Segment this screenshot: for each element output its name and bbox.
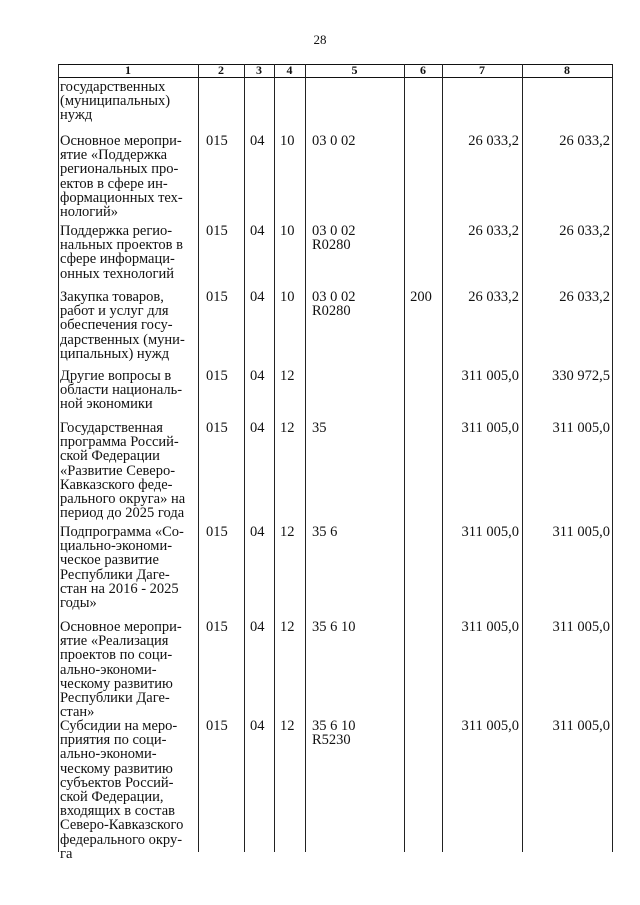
row-section: 04 (250, 368, 265, 384)
row-name: Государственная программа Россий- ской Федерации «Развитие Северо- Кавказского феде- рального округа» на период до 2025 года (60, 420, 186, 522)
row-ministry-code: 015 (206, 619, 228, 635)
column-header-7: 7 (479, 63, 485, 77)
column-border (522, 64, 523, 852)
row-amount-col8: 26 033,2 (559, 289, 610, 305)
row-name: государственных (муниципальных) нужд (60, 79, 171, 124)
row-name: Закупка товаров, работ и услуг для обеспечения госу- дарственных (муни- ципальных) нужд (60, 289, 185, 362)
row-amount-col7: 311 005,0 (461, 524, 519, 540)
row-amount-col7: 311 005,0 (461, 420, 519, 436)
column-border (198, 64, 199, 852)
row-section: 04 (250, 133, 265, 149)
column-border (274, 64, 275, 852)
row-ministry-code: 015 (206, 420, 228, 436)
column-border (58, 64, 59, 852)
row-amount-col7: 311 005,0 (461, 368, 519, 384)
column-border (305, 64, 306, 852)
row-section: 04 (250, 289, 265, 305)
row-subsection: 12 (280, 420, 295, 436)
row-target-article: 03 0 02 R0280 (312, 223, 356, 254)
row-amount-col8: 26 033,2 (559, 133, 610, 149)
row-target-article: 03 0 02 R0280 (312, 289, 356, 320)
row-ministry-code: 015 (206, 223, 228, 239)
row-target-article: 35 6 10 R5230 (312, 718, 356, 749)
row-name: Субсидии на меро- приятия по соци- ально-экономи- ческому развитию субъектов Россий- ской Федерации, входящих в состав Северо-Кавказского федерального окру- га (60, 718, 184, 862)
row-section: 04 (250, 718, 265, 734)
row-subsection: 12 (280, 718, 295, 734)
row-amount-col7: 311 005,0 (461, 718, 519, 734)
column-border (404, 64, 405, 852)
row-subsection: 10 (280, 133, 295, 149)
row-target-article: 35 6 10 (312, 619, 356, 635)
row-amount-col8: 311 005,0 (552, 420, 610, 436)
row-name: Поддержка регио- нальных проектов в сфере информаци- онных технологий (60, 223, 183, 282)
column-border (244, 64, 245, 852)
column-header-5: 5 (351, 63, 358, 77)
row-ministry-code: 015 (206, 718, 228, 734)
row-section: 04 (250, 223, 265, 239)
column-header-8: 8 (564, 63, 570, 77)
row-subsection: 10 (280, 289, 295, 305)
header-bottom-rule (58, 77, 612, 78)
row-name: Другие вопросы в области националь- ной экономики (60, 368, 183, 413)
column-header-6: 6 (420, 63, 426, 77)
row-amount-col7: 26 033,2 (468, 223, 519, 239)
row-subsection: 12 (280, 524, 295, 540)
row-name: Основное меропри- ятие «Поддержка региональных про- ектов в сфере ин- формационных тех- нологий» (60, 133, 183, 221)
row-ministry-code: 015 (206, 289, 228, 305)
row-target-article: 03 0 02 (312, 133, 356, 149)
row-amount-col8: 26 033,2 (559, 223, 610, 239)
column-header-2: 2 (218, 63, 224, 77)
column-border (442, 64, 443, 852)
row-target-article: 35 (312, 420, 327, 436)
row-name: Подпрограмма «Со- циально-экономи- ческое развитие Республики Даге- стан на 2016 - 2025 годы» (60, 524, 184, 612)
row-amount-col8: 330 972,5 (552, 368, 610, 384)
row-amount-col7: 311 005,0 (461, 619, 519, 635)
column-header-4: 4 (286, 63, 293, 77)
row-section: 04 (250, 420, 265, 436)
row-amount-col8: 311 005,0 (552, 619, 610, 635)
row-ministry-code: 015 (206, 133, 228, 149)
row-amount-col8: 311 005,0 (552, 524, 610, 540)
column-border (612, 64, 613, 852)
row-amount-col7: 26 033,2 (468, 133, 519, 149)
row-amount-col7: 26 033,2 (468, 289, 519, 305)
budget-table (58, 63, 612, 862)
column-header-1: 1 (125, 63, 131, 77)
row-subsection: 12 (280, 368, 295, 384)
row-section: 04 (250, 524, 265, 540)
row-section: 04 (250, 619, 265, 635)
row-subsection: 10 (280, 223, 295, 239)
row-ministry-code: 015 (206, 524, 228, 540)
column-header-3: 3 (256, 63, 262, 77)
row-name: Основное меропри- ятие «Реализация проектов по соци- ально-экономи- ческому развитию Республики Даге- стан» (60, 619, 182, 721)
row-amount-col8: 311 005,0 (552, 718, 610, 734)
row-expense-type: 200 (410, 289, 432, 305)
page-number: 28 (313, 32, 327, 47)
row-ministry-code: 015 (206, 368, 228, 384)
row-target-article: 35 6 (312, 524, 338, 540)
row-subsection: 12 (280, 619, 295, 635)
